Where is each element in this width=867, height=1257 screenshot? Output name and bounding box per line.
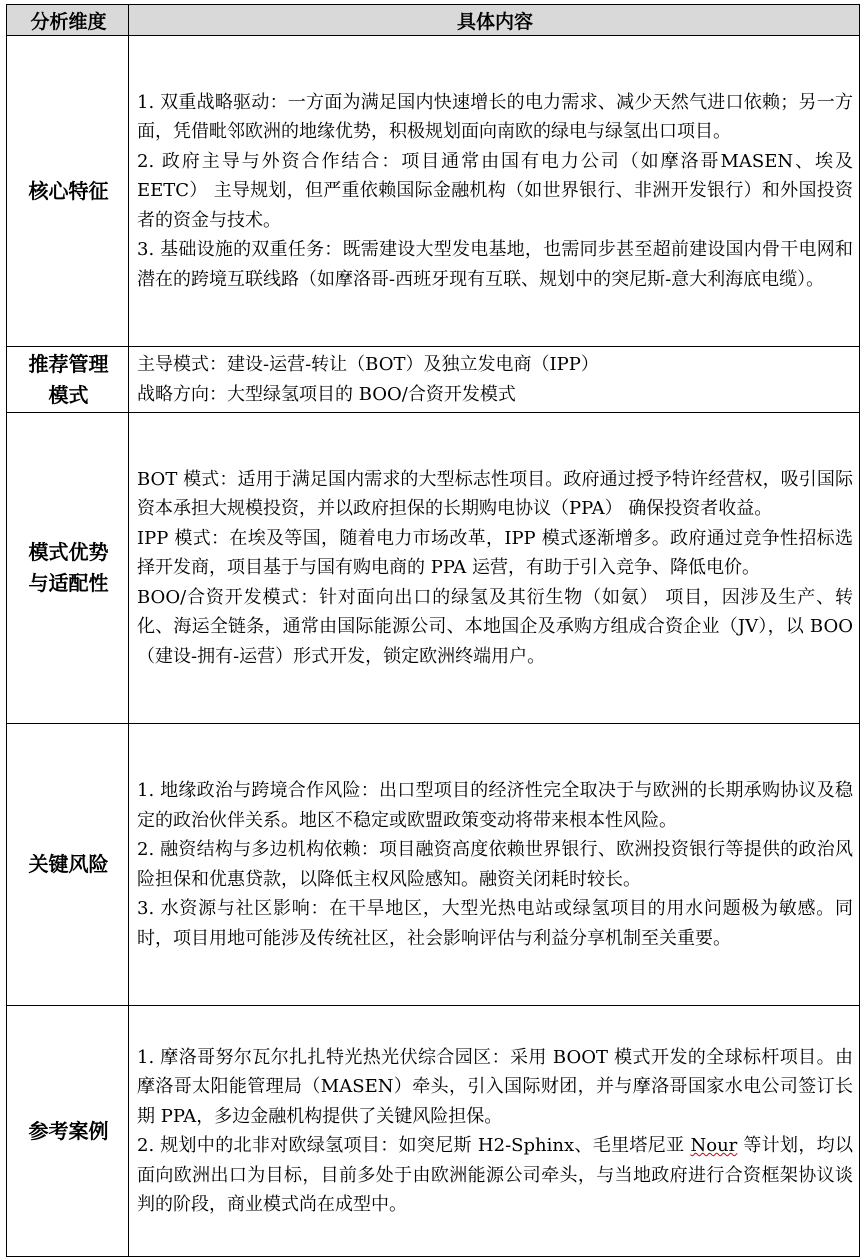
dimension-mode-advantages xyxy=(7,413,129,724)
paragraph: IPP 模式：在埃及等国，随着电力市场改革，IPP 模式逐渐增多。政府通过竞争性招标选择开发商，项目基于与国有购电商的 PPA 运营，有助于引入竞争、降低电价。 xyxy=(137,527,853,579)
row-mode-advantages xyxy=(7,413,860,724)
header-dimension: 分析维度 xyxy=(7,5,129,36)
content-core-features xyxy=(129,36,860,347)
paragraph: 战略方向：大型绿氢项目的 BOO/合资开发模式 xyxy=(137,383,516,405)
header-content: 具体内容 xyxy=(129,5,860,36)
dimension-core-features: 核心特征 xyxy=(7,36,129,347)
paragraph: 1. 地缘政治与跨境合作风险：出口型项目的经济性完全取决于与欧洲的长期承购协议及稳定的政治伙伴关系。地区不稳定或欧盟政策变动将带来根本性风险。 xyxy=(137,780,853,831)
paragraph: 主导模式：建设-运营-转让（BOT）及独立发电商（IPP） xyxy=(137,354,599,375)
dimension-line: 模式 xyxy=(48,382,89,407)
case-2-prefix: 2. 规划中的北非对欧绿氢项目：如突尼斯 H2-Sphinx、毛里塔尼亚 xyxy=(137,1135,691,1156)
content-key-risks xyxy=(129,724,860,1006)
row-key-risks xyxy=(7,724,860,1006)
analysis-table xyxy=(6,4,860,1257)
header-row xyxy=(7,5,860,36)
paragraph: 2. 政府主导与外资合作结合：项目通常由国有电力公司（如摩洛哥MASEN、埃及 EETC） 主导规划，但严重依赖国际金融机构（如世界银行、非洲开发银行）和外国投资者的资金与技术。 xyxy=(137,150,853,231)
paragraph: 3. 基础设施的双重任务：既需建设大型发电基地，也需同步甚至超前建设国内骨干电网和潜在的跨境互联线路（如摩洛哥-西班牙现有互联、规划中的突尼斯-意大利海底电缆）。 xyxy=(137,239,853,290)
row-management-mode xyxy=(7,347,860,413)
dimension-reference-cases: 参考案例 xyxy=(7,1006,129,1257)
paragraph: 2. 融资结构与多边机构依赖：项目融资高度依赖世界银行、欧洲投资银行等提供的政治风险担保和优惠贷款，以降低主权风险感知。融资关闭耗时较长。 xyxy=(137,839,853,890)
paragraph: 1. 摩洛哥努尔瓦尔扎扎特光热光伏综合园区：采用 BOOT 模式开发的全球标杆项目。由摩洛哥太阳能管理局（MASEN）牵头，引入国际财团，并与摩洛哥国家水电公司签订长期 PPA，多边金融机构提供了关键风险担保。 xyxy=(137,1046,853,1127)
content-management-mode xyxy=(129,347,860,413)
dimension-line: 与适配性 xyxy=(28,571,109,595)
paragraph-case-2 xyxy=(137,1131,853,1220)
spellcheck-marked-word: Nour xyxy=(690,1135,738,1156)
content-mode-advantages xyxy=(129,413,860,724)
paragraph: 1. 双重战略驱动：一方面为满足国内快速增长的电力需求、减少天然气进口依赖；另一方面，凭借毗邻欧洲的地缘优势，积极规划面向南欧的绿电与绿氢出口项目。 xyxy=(137,91,853,143)
dimension-line: 推荐管理 xyxy=(28,351,109,376)
paragraph: 3. 水资源与社区影响：在干旱地区，大型光热电站或绿氢项目的用水问题极为敏感。同时，项目用地可能涉及传统社区，社会影响评估与利益分享机制至关重要。 xyxy=(137,898,853,949)
dimension-line: 模式优势 xyxy=(28,540,109,564)
content-reference-cases xyxy=(129,1006,860,1257)
row-reference-cases xyxy=(7,1006,860,1257)
paragraph: BOO/合资开发模式：针对面向出口的绿氢及其衍生物（如氨） 项目，因涉及生产、转化、海运全链条，通常由国际能源公司、本地国企及承购方组成合资企业（JV），以 BOO（建设-拥有-运营）形式开发，锁定欧洲终端用户。 xyxy=(137,586,853,667)
case-2-suffix: 等计划，均以面向欧洲出口为目标，目前多处于由欧洲能源公司牵头，与当地政府进行合资框架协议谈判的阶段，商业模式尚在成型中。 xyxy=(137,1135,853,1215)
dimension-management-mode xyxy=(7,347,129,413)
dimension-key-risks: 关键风险 xyxy=(7,724,129,1006)
paragraph: BOT 模式：适用于满足国内需求的大型标志性项目。政府通过授予特许经营权，吸引国际资本承担大规模投资，并以政府担保的长期购电协议（PPA） 确保投资者收益。 xyxy=(137,468,853,520)
row-core-features xyxy=(7,36,860,347)
